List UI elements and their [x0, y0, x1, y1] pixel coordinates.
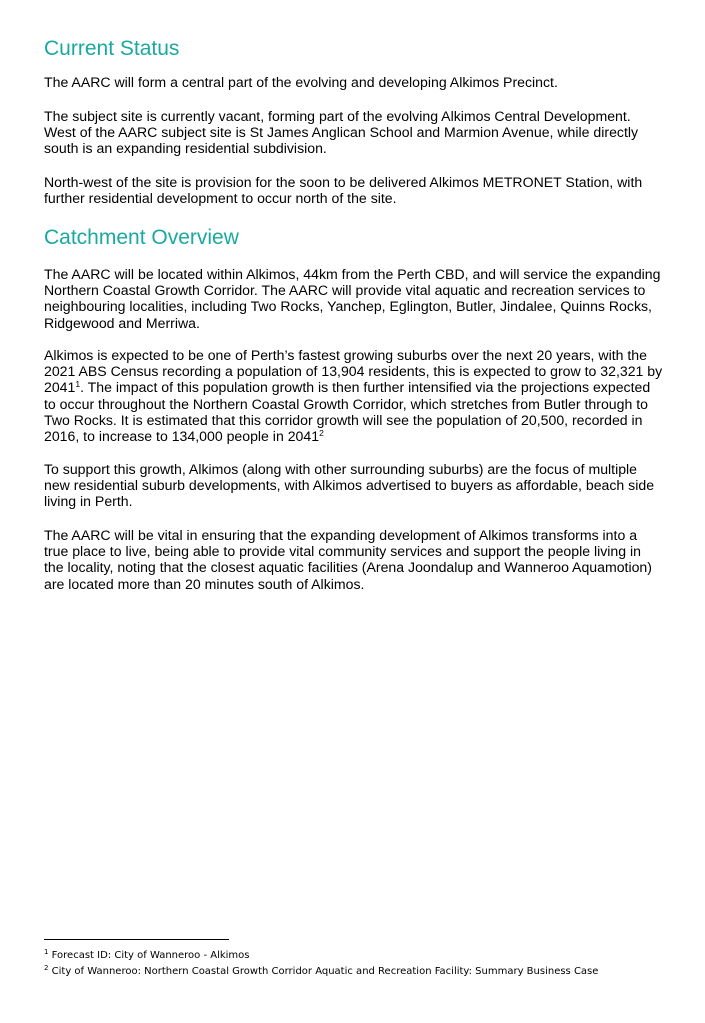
- paragraph: The AARC will form a central part of the evolving and developing Alkimos Precinct.: [44, 74, 558, 90]
- paragraph: The AARC will be vital in ensuring that the expanding development of Alkimos transforms into a true place to live, being able to provide vital community services and support the people living in the locality, noting that the closest aquatic facilities (Arena Joondalup and Wanneroo Aquamotion) are located more than 20 minutes south of Alkimos.: [44, 527, 652, 592]
- footnote-divider: [44, 939, 229, 940]
- footnote-reference[interactable]: 2: [319, 428, 324, 439]
- heading-current-status: Current Status: [44, 37, 180, 60]
- paragraph-text: Alkimos is expected to be one of Perth’s fastest growing suburbs over the next 20 years, with the 2021 ABS Census recording a population of 13,904 residents, this is expected to grow to 32,321 by 2041: [44, 347, 663, 396]
- paragraph: The subject site is currently vacant, forming part of the evolving Alkimos Central Development. West of the AARC subject site is St James Anglican School and Marmion Avenue, while directly south is an expanding residential subdivision.: [44, 108, 639, 157]
- paragraph: The AARC will be located within Alkimos, 44km from the Perth CBD, and will service the expanding Northern Coastal Growth Corridor. The AARC will provide vital aquatic and recreation services to neighbouring localities, including Two Rocks, Yanchep, Eglington, Butler, Jindalee, Quinns Rocks, Ridgewood and Merriwa.: [44, 266, 661, 331]
- paragraph-text: . The impact of this population growth is then further intensified via the projections expected to occur throughout the Northern Coastal Growth Corridor, which stretches from Butler through to Two Rocks. It is estimated that this corridor growth will see the population of 20,500, recorded in 2016, to increase to 134,000 people in 2041: [44, 379, 651, 445]
- footnote-number: 2: [44, 964, 49, 972]
- paragraph: To support this growth, Alkimos (along with other surrounding suburbs) are the focus of multiple new residential suburb developments, with Alkimos advertised to buyers as affordable, beach side living in Perth.: [44, 461, 655, 510]
- footnote-text: City of Wanneroo: Northern Coastal Growth Corridor Aquatic and Recreation Facility: Summary Business Case: [51, 966, 599, 977]
- footnote: [44, 964, 684, 979]
- paragraph: North-west of the site is provision for the soon to be delivered Alkimos METRONET Station, with further residential development to occur north of the site.: [44, 174, 643, 207]
- heading-catchment-overview: Catchment Overview: [44, 226, 239, 249]
- footnote-reference[interactable]: 1: [75, 379, 81, 390]
- footnote: [44, 948, 684, 963]
- footnote-number: 1: [44, 948, 49, 956]
- footnote-text: Forecast ID: City of Wanneroo - Alkimos: [51, 950, 250, 961]
- paragraph-with-footnotes: [44, 347, 664, 444]
